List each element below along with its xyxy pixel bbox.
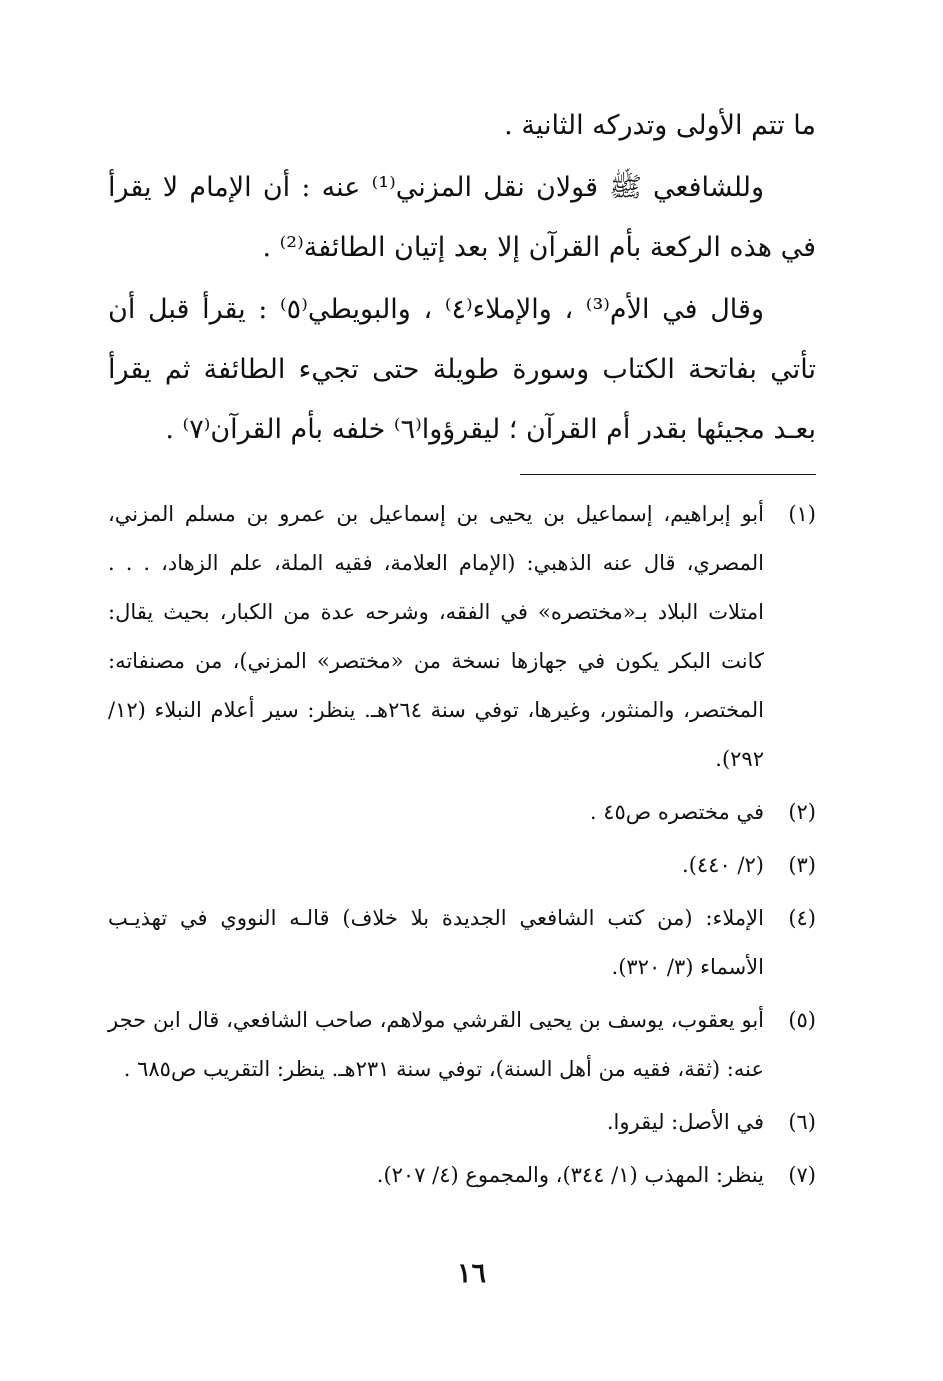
footnote-item [108,996,816,1094]
footnote-text: أبو إبراهيم، إسماعيل بن يحيى بن إسماعيل بن عمرو بن مسلم المزني، المصري، قال عنه الذهبي: (الإمام العلامة، فقيه الملة، علم الزهاد، . . . امتلات البلاد بـ«مختصره» في الفقه، وشرحه عدة من الكبار، بحيث يقال: كانت البكر يكون في جهازها نسخة من «مختصر» المزني)، من مصنفاته: المختصر، والمنثور، وغيرها، توفي سنة ٢٦٤هـ. ينظر: سير أعلام النبلاء (١٢/ ٢٩٢). [108,502,764,771]
page-number: ١٦ [456,1258,486,1289]
footnote-item [108,490,816,784]
footnote-text: الإملاء: (من كتب الشافعي الجديدة بلا خلاف) قالـه النووي في تهذيـب الأسماء (٣/ ٣٢٠). [108,906,764,979]
paragraph-3: وقال في الأم⁽³⁾ ، والإملاء⁽٤⁾ ، والبويطي⁽٥⁾ : يقرأ قبل أن تأتي بفاتحة الكتاب وسورة طويلة حتى تجيء الطائفة ثم يقرأ بعـد مجيئها بقدر أم القرآن ؛ ليقرؤوا⁽٦⁾ خلفه بأم القرآن⁽٧⁾ . [108,294,816,445]
footnote-number: (٦) [788,1110,816,1134]
footnote-number: (٧) [788,1163,816,1187]
main-text [108,96,816,462]
footnote-text: في مختصره ص٤٥ . [589,800,764,824]
footnote-item [108,841,816,890]
footnote-item [108,788,816,837]
footnote-item [108,1098,816,1147]
footnotes [108,490,816,1204]
footnote-number: (٤) [788,906,816,930]
paragraph-1: ما تتم الأولى وتدركه الثانية . [504,110,816,141]
paragraph-2: وللشافعي ﷺ قولان نقل المزني⁽¹⁾ عنه : أن الإمام لا يقرأ في هذه الركعة بأم القرآن إلا بعد إتيان الطائفة⁽²⁾ . [108,172,816,263]
footnote-text: (٢/ ٤٤٠). [682,853,764,877]
footnote-item [108,894,816,992]
footnote-number: (٥) [788,1008,816,1032]
footnote-number: (١) [788,502,816,526]
footnote-item [108,1151,816,1200]
footnote-separator [520,474,816,475]
footnote-text: ينظر: المهذب (١/ ٣٤٤)، والمجموع (٤/ ٢٠٧). [376,1163,764,1187]
footnote-text: أبو يعقوب، يوسف بن يحيى القرشي مولاهم، صاحب الشافعي، قال ابن حجر عنه: (ثقة، فقيه من أهل السنة)، توفي سنة ٢٣١هـ. ينظر: التقريب ص٦٨٥ . [108,1008,764,1081]
footnote-number: (٢) [788,800,816,824]
footnote-text: في الأصل: ليقروا. [606,1110,764,1134]
footnote-number: (٣) [788,853,816,877]
